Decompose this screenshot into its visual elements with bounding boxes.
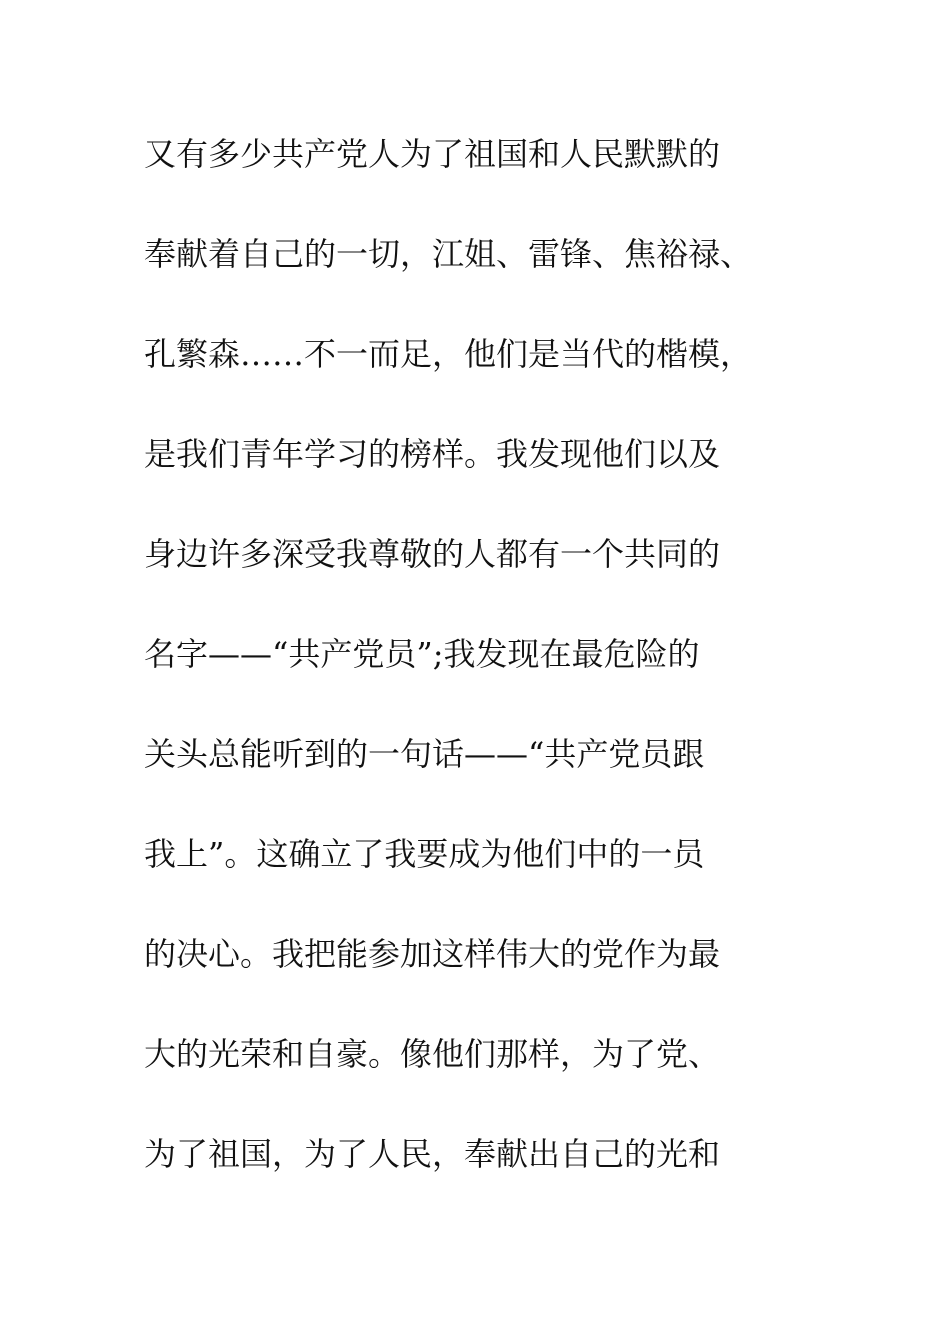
text-line: 名字——“共产党员”;我发现在最危险的: [144, 635, 700, 673]
text-line: 的决心。我把能参加这样伟大的党作为最: [144, 935, 721, 973]
body-text: [144, 128, 824, 1228]
text-line: 是我们青年学习的榜样。我发现他们以及: [144, 435, 721, 473]
text-line: 孔繁森……不一而足，他们是当代的楷模，: [144, 335, 753, 373]
text-line: 大的光荣和自豪。像他们那样，为了党、: [144, 1035, 721, 1073]
text-line: 关头总能听到的一句话——“共产党员跟: [144, 735, 705, 773]
text-line: 奉献着自己的一切，江姐、雷锋、焦裕禄、: [144, 235, 753, 273]
text-line: 我上”。这确立了我要成为他们中的一员: [144, 835, 705, 873]
text-line: 为了祖国，为了人民，奉献出自己的光和: [144, 1135, 721, 1173]
text-line: 身边许多深受我尊敬的人都有一个共同的: [144, 535, 721, 573]
text-line: 又有多少共产党人为了祖国和人民默默的: [144, 135, 721, 173]
